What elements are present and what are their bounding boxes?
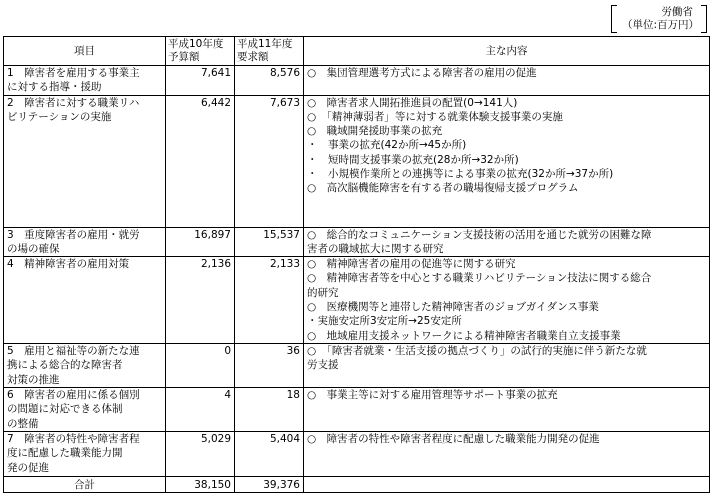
- row-content: [304, 388, 710, 432]
- row-content-line: ○ 高次脳機能障害を有する者の職場復帰支援プログラム: [307, 182, 579, 195]
- row-budget-h10: 2,136: [166, 257, 235, 344]
- row-content-line: ○ 事業主等に対する雇用管理等サポート事業の拡充: [307, 389, 558, 402]
- total-content-empty: [304, 477, 710, 493]
- row-content-line: ・ 短時間支援事業の拡充(28か所→32か所): [307, 153, 519, 166]
- table-row: [4, 257, 710, 344]
- header-h10-line1: 平成10年度: [168, 38, 224, 50]
- row-item: [4, 95, 166, 227]
- row-item-line: 2 障害者に対する職業リハ: [7, 96, 140, 109]
- ministry-label: 労働省: [661, 6, 693, 18]
- row-item-line: 5 雇用と福祉等の新たな連: [7, 345, 140, 358]
- row-item-line: の整備: [7, 417, 39, 430]
- row-item-line: 度に配慮した職業能力開: [7, 447, 123, 460]
- row-request-h11: 5,404: [235, 432, 304, 477]
- row-item-line: 3 重度障害者の雇用・就労: [7, 228, 140, 241]
- row-content-line: ○ 精神障害者等を中心とする職業リハビリテーション技法に関する総合: [307, 272, 652, 285]
- row-content: [304, 227, 710, 257]
- row-content: [304, 66, 710, 96]
- header-h10-line2: 予算額: [168, 51, 200, 63]
- table-row: [4, 227, 710, 257]
- row-request-h11: 7,673: [235, 95, 304, 227]
- row-item-line: 1 障害者を雇用する事業主: [7, 67, 140, 79]
- row-item-line: ビリテーションの実施: [7, 110, 112, 123]
- row-budget-h10: 7,641: [166, 66, 235, 96]
- header-content: 主な内容: [304, 37, 710, 66]
- row-content-line: ○ 「精神薄弱者」等に対する就業体験支援事業の実施: [307, 110, 563, 123]
- row-content: [304, 432, 710, 477]
- row-request-h11: 36: [235, 344, 304, 388]
- row-content-line: ・ 事業の拡充(42か所→45か所): [307, 139, 467, 152]
- row-budget-h10: 4: [166, 388, 235, 432]
- row-content-line: ○ 障害者求人開拓推進員の配置(0→141人): [307, 96, 518, 109]
- row-content-line: 的研究: [307, 286, 339, 299]
- table-row: [4, 95, 710, 227]
- row-budget-h10: 16,897: [166, 227, 235, 257]
- row-item-line: 携による総合的な障害者: [7, 359, 123, 372]
- row-item: [4, 227, 166, 257]
- row-request-h11: 8,576: [235, 66, 304, 96]
- row-content-line: ○ 「障害者就業・生活支援の拠点づくり」の試行的実施に伴う新たな就: [307, 345, 647, 358]
- header-item: 項目: [4, 37, 166, 66]
- row-item: [4, 344, 166, 388]
- row-request-h11: 15,537: [235, 227, 304, 257]
- row-content-line: 労支援: [307, 359, 339, 372]
- row-content-line: ○ 医療機関等と連帯した精神障害者のジョブガイダンス事業: [307, 301, 599, 314]
- row-item-line: に対する指導・援助: [7, 81, 102, 94]
- row-item-line: 発の促進: [7, 461, 49, 474]
- row-item-line: 対策の推進: [7, 373, 60, 386]
- row-item-line: 7 障害者の特性や障害者程: [7, 433, 140, 446]
- row-budget-h10: 0: [166, 344, 235, 388]
- unit-label: （単位:百万円）: [621, 19, 699, 31]
- row-item-line: の問題に対応できる体制: [7, 403, 123, 416]
- unit-note: [609, 4, 707, 32]
- total-h11: 39,376: [235, 477, 304, 493]
- table-row: [4, 432, 710, 477]
- row-request-h11: 2,133: [235, 257, 304, 344]
- row-content-line: ○ 職域開発援助事業の拡充: [307, 125, 443, 138]
- row-request-h11: 18: [235, 388, 304, 432]
- row-content-line: ・実施安定所3安定所→25安定所: [307, 315, 462, 328]
- table-row: [4, 66, 710, 96]
- row-content-line: ○ 総合的なコミュニケーション支援技術の活用を通じた就労の困難な障: [307, 228, 652, 241]
- header-h11-line1: 平成11年度: [237, 38, 293, 50]
- row-content-line: ○ 地域雇用支援ネットワークによる精神障害者職業自立支援事業: [307, 329, 621, 342]
- row-item-line: 6 障害者の雇用に係る個別: [7, 389, 140, 402]
- header-row: [4, 37, 710, 66]
- table-row: [4, 388, 710, 432]
- row-content-line: ○ 障害者の特性や障害者程度に配慮した職業能力開発の促進: [307, 433, 600, 446]
- row-item-line: 4 精神障害者の雇用対策: [7, 258, 130, 271]
- row-content-line: ・ 小規模作業所との連携等による事業の拡充(32か所→37か所): [307, 168, 614, 181]
- budget-table: [3, 36, 710, 493]
- row-content: [304, 344, 710, 388]
- row-item: [4, 257, 166, 344]
- row-budget-h10: 5,029: [166, 432, 235, 477]
- row-item: [4, 66, 166, 96]
- row-content-line: ○ 精神障害者の雇用の促進等に関する研究: [307, 258, 516, 271]
- total-label: 合計: [4, 477, 166, 493]
- row-content-line: ○ 集団管理選考方式による障害者の雇用の促進: [307, 67, 537, 79]
- table-row: [4, 344, 710, 388]
- row-item: [4, 388, 166, 432]
- row-item: [4, 432, 166, 477]
- row-content-line: 害者の職域拡大に関する研究: [307, 242, 444, 255]
- row-content: [304, 95, 710, 227]
- header-h11-line2: 要求額: [237, 51, 269, 63]
- right-bracket: [701, 5, 707, 33]
- row-content: [304, 257, 710, 344]
- total-row: [4, 477, 710, 493]
- header-h11: [235, 37, 304, 66]
- total-h10: 38,150: [166, 477, 235, 493]
- row-budget-h10: 6,442: [166, 95, 235, 227]
- left-bracket: [611, 5, 617, 33]
- header-h10: [166, 37, 235, 66]
- row-item-line: の場の確保: [7, 242, 60, 255]
